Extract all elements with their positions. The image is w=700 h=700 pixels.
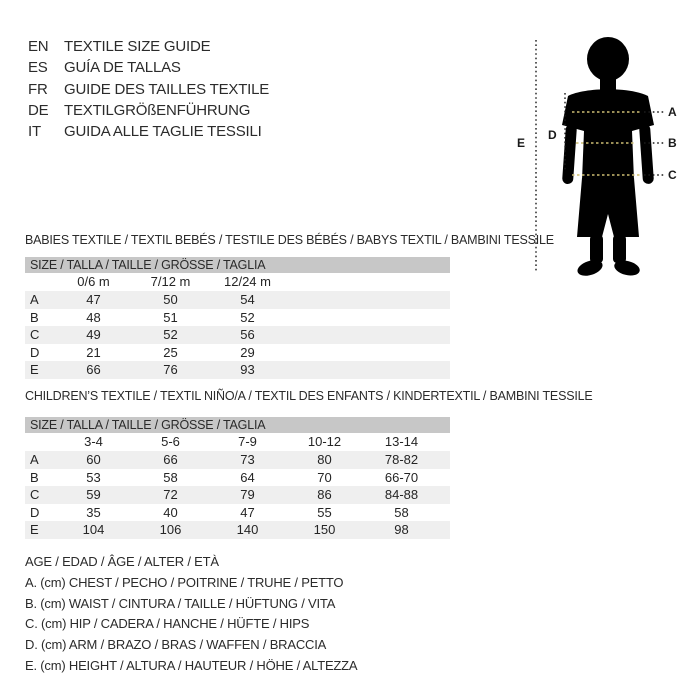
column-header-row: [25, 433, 450, 451]
column-header: 0/6 m: [77, 274, 110, 289]
table-row: [25, 361, 450, 379]
measure-label-c: C: [668, 168, 677, 182]
table-cell: 73: [240, 452, 255, 467]
language-code: IT: [28, 123, 41, 141]
legend-item-chest: A. (cm) CHEST / PECHO / POITRINE / TRUHE / PETTO: [25, 574, 344, 590]
legend-age-line: AGE / EDAD / ÂGE / ALTER / ETÀ: [25, 554, 219, 569]
guide-title: TEXTILE SIZE GUIDE: [64, 38, 211, 55]
table-cell: 56: [240, 327, 255, 342]
empty-cell: [25, 433, 55, 451]
table-row: [25, 326, 450, 344]
table-rows: [25, 451, 450, 539]
row-label: D: [30, 344, 40, 360]
table-cell: 25: [163, 344, 178, 360]
table-cell: 59: [86, 487, 101, 502]
language-code: DE: [28, 101, 49, 119]
table-row: [25, 469, 450, 487]
table-cell: 40: [163, 504, 178, 520]
table-row: [25, 451, 450, 469]
table-cell: 51: [163, 309, 178, 325]
column-header: 5-6: [161, 434, 180, 449]
table-cell: 58: [163, 469, 178, 485]
table-cell: 66: [163, 452, 178, 467]
table-row: [25, 344, 450, 362]
table-cell: 53: [86, 469, 101, 485]
legend-item-height: E. (cm) HEIGHT / ALTURA / HAUTEUR / HÖHE / ALTEZZA: [25, 657, 358, 673]
measure-label-e: E: [517, 136, 526, 150]
row-label: C: [30, 327, 40, 342]
language-title-list: [28, 36, 269, 142]
guide-title: TEXTILGRÖßENFÜHRUNG: [64, 101, 251, 119]
table-cell: 76: [163, 362, 178, 377]
table-rows: [25, 291, 450, 379]
table-cell: 54: [240, 292, 255, 307]
table-cell: 150: [313, 522, 336, 537]
table-row: [25, 486, 450, 504]
language-code: EN: [28, 38, 49, 55]
table-row: [25, 309, 450, 327]
table-cell: 66-70: [384, 469, 419, 485]
table-cell: 106: [159, 522, 182, 537]
children-section-title: CHILDREN’S TEXTILE / TEXTIL NIÑO/A / TEXTIL DES ENFANTS / KINDERTEXTIL / BAMBINI TESSILE: [25, 389, 593, 403]
table-cell: 98: [394, 522, 409, 537]
column-header: 3-4: [84, 434, 103, 449]
babies-size-table: [25, 257, 450, 379]
guide-title: GUIDE DES TAILLES TEXTILE: [64, 80, 270, 98]
table-cell: 29: [240, 344, 255, 360]
table-cell: 93: [240, 362, 255, 377]
table-cell: 140: [236, 522, 259, 537]
column-header: 12/24 m: [224, 274, 271, 289]
table-cell: 79: [240, 487, 255, 502]
table-cell: 84-88: [384, 487, 419, 502]
table-cell: 55: [317, 504, 332, 520]
table-cell: 35: [86, 504, 101, 520]
table-cell: 48: [86, 309, 101, 325]
empty-cell: [25, 273, 55, 291]
measure-label-b: B: [668, 136, 677, 150]
guide-title: GUIDA ALLE TAGLIE TESSILI: [64, 123, 262, 141]
table-row: [25, 291, 450, 309]
language-row: [28, 121, 269, 142]
babies-section-title: BABIES TEXTILE / TEXTIL BEBÉS / TESTILE DES BÉBÉS / BABYS TEXTIL / BAMBINI TESSILE: [25, 233, 554, 247]
row-label: A: [30, 452, 39, 467]
table-cell: 52: [240, 309, 255, 325]
table-cell: 47: [240, 504, 255, 520]
children-size-table: [25, 417, 450, 539]
language-row: [28, 36, 269, 57]
row-label: A: [30, 292, 39, 307]
row-label: B: [30, 309, 39, 325]
language-code: ES: [28, 59, 48, 77]
table-cell: 52: [163, 327, 178, 342]
guide-title: GUÍA DE TALLAS: [64, 59, 181, 77]
table-cell: 104: [82, 522, 105, 537]
table-cell: 70: [317, 469, 332, 485]
column-header-row: [25, 273, 450, 291]
legend-item-hip: C. (cm) HIP / CADERA / HANCHE / HÜFTE / HIPS: [25, 616, 310, 632]
row-label: E: [30, 362, 39, 377]
row-label: E: [30, 522, 39, 537]
table-cell: 50: [163, 292, 178, 307]
legend-item-arm: D. (cm) ARM / BRAZO / BRAS / WAFFEN / BRACCIA: [25, 637, 327, 653]
row-label: D: [30, 504, 40, 520]
table-cell: 86: [317, 487, 332, 502]
size-header-bar: SIZE / TALLA / TAILLE / GRÖSSE / TAGLIA: [25, 417, 450, 433]
legend-item-waist: B. (cm) WAIST / CINTURA / TAILLE / HÜFTUNG / VITA: [25, 595, 336, 611]
language-row: [28, 57, 269, 78]
language-row: [28, 79, 269, 100]
row-label: C: [30, 487, 40, 502]
measure-label-a: A: [668, 105, 677, 119]
row-label: B: [30, 469, 39, 485]
column-header: 13-14: [384, 434, 419, 449]
table-cell: 58: [394, 504, 409, 520]
measurement-legend: [25, 552, 357, 677]
table-cell: 66: [86, 362, 101, 377]
table-cell: 60: [86, 452, 101, 467]
table-cell: 80: [317, 452, 332, 467]
table-row: [25, 504, 450, 522]
table-cell: 72: [163, 487, 178, 502]
table-cell: 21: [86, 344, 101, 360]
column-header: 7/12 m: [150, 274, 191, 289]
table-row: [25, 521, 450, 539]
table-cell: 64: [240, 469, 255, 485]
measure-label-d: D: [548, 128, 557, 142]
column-header: 7-9: [238, 434, 257, 449]
table-cell: 47: [86, 292, 101, 307]
table-cell: 49: [86, 327, 101, 342]
table-cell: 78-82: [384, 452, 419, 467]
child-silhouette: [562, 37, 654, 279]
column-header: 10-12: [307, 434, 342, 449]
language-code: FR: [28, 80, 48, 98]
size-header-bar: SIZE / TALLA / TAILLE / GRÖSSE / TAGLIA: [25, 257, 450, 273]
language-row: [28, 100, 269, 121]
